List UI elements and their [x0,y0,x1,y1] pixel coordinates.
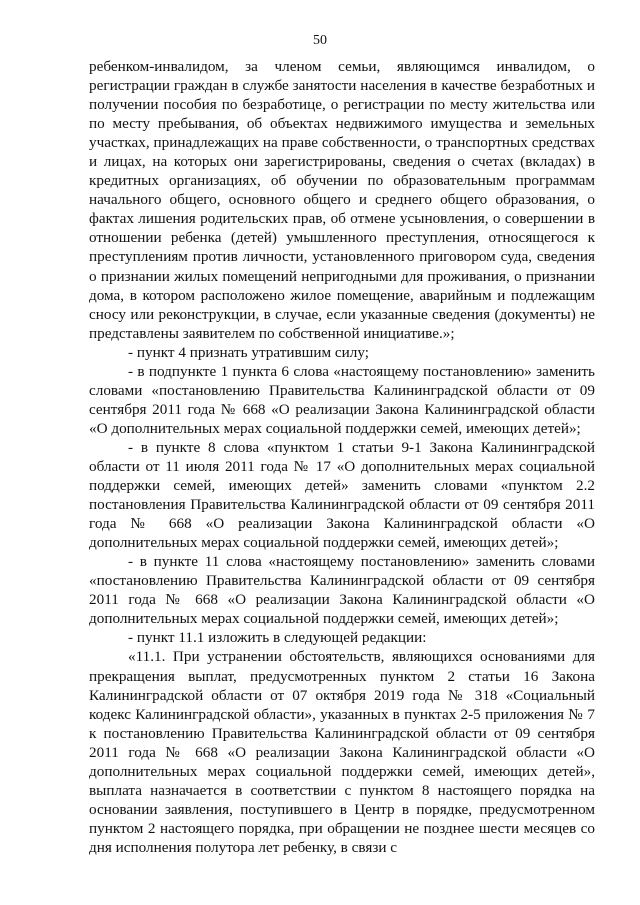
paragraph-item-11-1-intro: - пункт 11.1 изложить в следующей редакции: [128,629,427,647]
paragraph-continuation: ребенком-инвалидом, за членом семьи, являющимся инвалидом, о регистрации граждан в службе занятости населения в качестве безработных и получении пособия по безработице, о регистрации по месту жительства или по месту пребывания, об объектах недвижимого имущества и земельных участках, принадлежащих на праве собственности, о транспортных средствах и лицах, на которых они зарегистрированы, сведения о счетах (вкладах) в кредитных организациях, об обучении по образовательным программам начального общего, основного общего и среднего общего образования, о фактах лишения родительских прав, об отмене усыновления, о совершении в отношении ребенка (детей) умышленного преступления, относящегося к преступлениям против личности, установленного приговором суда, сведения о признании жилых помещений непригодными для проживания, о признании дома, в котором расположено жилое помещение, аварийным и подлежащим сносу или реконструкции, в случае, если указанные сведения (документы) не представлены заявителем по собственной инициативе.»; [89,58,595,342]
paragraph-item-6: - в подпункте 1 пункта 6 слова «настоящему постановлению» заменить словами «постановлению Правительства Калининградской области от 09 сентября 2011 года № 668 «О реализации Закона Калининградской области «О дополнительных мерах социальной поддержки семей, имеющих детей»; [89,362,595,437]
paragraph-item-11: - в пункте 11 слова «настоящему постановлению» заменить словами «постановлению Правительства Калининградской области от 09 сентября 2011 года № 668 «О реализации Закона Калининградской области «О дополнительных мерах социальной поддержки семей, имеющих детей»; [89,553,595,628]
paragraph-item-4: - пункт 4 признать утратившим силу; [128,343,369,361]
paragraph-item-8: - в пункте 8 слова «пунктом 1 статьи 9-1 Закона Калининградской области от 11 июля 2011 года № 17 «О дополнительных мерах социальной поддержки семей, имеющих детей» заменить словами «пунктом 2.2 постановления Правительства Калининградской области от 09 сентября 2011 года № 668 «О реализации Закона Калининградской области «О дополнительных мерах социальной поддержки семей, имеющих детей»; [89,438,595,552]
body-text [89,57,595,857]
page-number: 50 [313,33,327,48]
paragraph-item-11-1-text: «11.1. При устранении обстоятельств, являющихся основаниями для прекращения выплат, предусмотренных пунктом 2 статьи 16 Закона Калининградской области от 07 октября 2019 года № 318 «Социальный кодекс Калининградской области», указанных в пунктах 2-5 приложения № 7 к постановлению Правительства Калининградской области от 09 сентября 2011 года № 668 «О реализации Закона Калининградской области «О дополнительных мерах социальной поддержки семей, имеющих детей», выплата назначается в соответствии с пунктом 8 настоящего порядка на основании заявления, поступившего в Центр в порядке, предусмотренном пунктом 2 настоящего порядка, при обращении не позднее шести месяцев со дня исполнения полутора лет ребенку, в связи с [89,648,595,856]
